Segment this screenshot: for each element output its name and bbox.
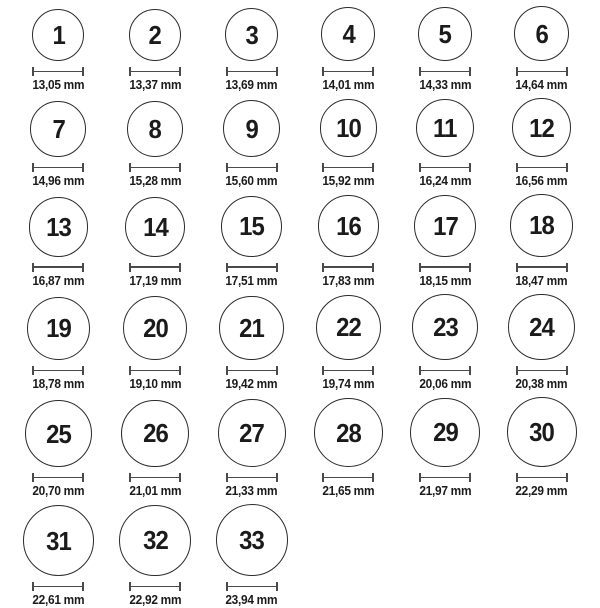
ring-circle (216, 504, 288, 576)
ring-size-number: 12 (529, 112, 555, 143)
ring-size-number: 4 (342, 19, 355, 50)
ring-size-item (203, 8, 300, 93)
ring-circle (412, 294, 478, 360)
ring-size-item (203, 196, 300, 289)
ring-size-number: 14 (142, 211, 168, 242)
ring-size-item (107, 296, 204, 392)
ring-circle (127, 101, 183, 157)
diameter-dimension-line (226, 473, 278, 482)
ring-row (10, 6, 590, 93)
ring-circle (219, 296, 284, 361)
ring-circle (125, 197, 185, 257)
ring-circle (23, 505, 94, 576)
ring-size-number: 30 (529, 417, 555, 448)
ring-size-item (203, 100, 300, 189)
ring-size-item (493, 294, 590, 392)
ring-size-item (493, 6, 590, 93)
diameter-label: 20,38 mm (515, 377, 568, 391)
diameter-label: 14,96 mm (32, 174, 85, 188)
ring-size-item (107, 400, 204, 500)
diameter-label: 17,83 mm (322, 273, 375, 288)
ring-size-number: 31 (45, 525, 71, 556)
ring-size-item (107, 197, 204, 289)
ring-size-number: 33 (239, 525, 265, 556)
diameter-dimension-line (419, 163, 471, 172)
diameter-label: 18,78 mm (32, 377, 85, 391)
ring-size-number: 21 (239, 312, 265, 343)
diameter-dimension-line (419, 473, 471, 482)
diameter-dimension-line (516, 366, 568, 375)
diameter-label: 21,33 mm (225, 484, 278, 499)
diameter-dimension-line (32, 263, 84, 272)
diameter-label: 17,19 mm (129, 273, 181, 288)
diameter-label: 15,60 mm (225, 174, 278, 188)
diameter-label: 22,29 mm (515, 484, 568, 499)
ring-circle (221, 196, 282, 257)
diameter-label: 14,33 mm (419, 78, 471, 93)
ring-circle (223, 100, 280, 157)
diameter-dimension-line (129, 163, 181, 172)
ring-circle (414, 195, 476, 257)
diameter-label: 18,47 mm (515, 273, 568, 288)
ring-size-number: 29 (432, 417, 458, 448)
diameter-dimension-line (516, 67, 568, 76)
diameter-dimension-line (419, 263, 471, 272)
diameter-label: 17,51 mm (225, 273, 278, 288)
ring-size-number: 32 (142, 525, 168, 556)
diameter-dimension-line (419, 67, 471, 76)
ring-circle (510, 194, 573, 257)
diameter-label: 16,87 mm (32, 273, 85, 288)
diameter-dimension-line (32, 163, 84, 172)
ring-size-item (493, 194, 590, 289)
ring-size-item (10, 505, 107, 608)
ring-row (10, 294, 590, 392)
ring-size-number: 18 (529, 210, 555, 241)
ring-size-item (493, 397, 590, 499)
diameter-dimension-line (226, 366, 278, 375)
ring-size-number: 8 (148, 113, 162, 144)
ring-circle (320, 99, 378, 157)
ring-circle (121, 400, 189, 468)
diameter-label: 23,94 mm (225, 593, 278, 608)
diameter-label: 19,42 mm (225, 377, 278, 391)
ring-size-item (203, 504, 300, 608)
ring-size-item (397, 195, 494, 289)
ring-circle (30, 101, 86, 157)
ring-circle (32, 9, 84, 61)
diameter-dimension-line (32, 366, 84, 375)
diameter-label: 13,69 mm (225, 78, 278, 93)
ring-size-item (397, 99, 494, 189)
diameter-label: 14,01 mm (322, 78, 375, 93)
ring-size-number: 22 (335, 312, 361, 343)
ring-circle (508, 294, 574, 360)
ring-size-item (10, 197, 107, 289)
ring-size-number: 23 (432, 312, 458, 343)
ring-size-number: 13 (45, 211, 71, 242)
diameter-dimension-line (129, 263, 181, 272)
diameter-dimension-line (322, 67, 374, 76)
diameter-dimension-line (419, 366, 471, 375)
diameter-label: 20,70 mm (32, 484, 85, 499)
diameter-dimension-line (322, 473, 374, 482)
ring-size-item (203, 399, 300, 499)
ring-size-item (10, 297, 107, 392)
diameter-dimension-line (322, 366, 374, 375)
ring-size-number: 15 (239, 211, 265, 242)
ring-circle (512, 98, 571, 157)
ring-size-number: 5 (438, 18, 452, 49)
diameter-label: 13,37 mm (129, 78, 181, 93)
diameter-dimension-line (516, 163, 568, 172)
diameter-label: 20,06 mm (419, 377, 471, 391)
ring-circle (225, 8, 278, 61)
ring-size-item (397, 294, 494, 392)
ring-size-number: 10 (335, 113, 361, 144)
ring-size-number: 3 (245, 19, 258, 50)
ring-row (10, 194, 590, 289)
diameter-dimension-line (226, 67, 278, 76)
ring-circle (321, 7, 375, 61)
ring-size-item (397, 7, 494, 94)
ring-circle (514, 6, 569, 61)
ring-size-item (107, 101, 204, 189)
ring-circle (410, 398, 480, 468)
diameter-dimension-line (129, 473, 181, 482)
ring-size-number: 7 (52, 114, 65, 145)
ring-size-item (300, 398, 397, 499)
diameter-label: 22,61 mm (32, 593, 85, 608)
ring-size-item (300, 295, 397, 392)
ring-size-number: 6 (535, 18, 548, 49)
ring-size-item (107, 9, 204, 94)
diameter-dimension-line (226, 163, 278, 172)
diameter-dimension-line (516, 473, 568, 482)
ring-size-number: 9 (245, 113, 258, 144)
ring-circle (416, 99, 474, 157)
diameter-dimension-line (32, 473, 84, 482)
diameter-label: 15,92 mm (322, 174, 375, 188)
ring-size-number: 20 (142, 313, 168, 344)
ring-size-item (300, 99, 397, 189)
diameter-dimension-line (516, 263, 568, 272)
ring-size-number: 17 (432, 210, 458, 241)
diameter-label: 18,15 mm (419, 273, 471, 288)
diameter-dimension-line (129, 582, 181, 591)
ring-circle (129, 9, 182, 62)
diameter-label: 15,28 mm (129, 174, 181, 188)
ring-size-number: 19 (45, 313, 71, 344)
ring-circle (318, 195, 379, 256)
ring-row (10, 504, 590, 608)
ring-row (10, 98, 590, 189)
diameter-label: 13,05 mm (32, 78, 85, 93)
ring-size-number: 2 (148, 19, 162, 50)
ring-size-number: 24 (529, 311, 555, 342)
diameter-dimension-line (129, 67, 181, 76)
diameter-label: 21,65 mm (322, 484, 375, 499)
diameter-label: 21,01 mm (129, 484, 181, 499)
diameter-label: 16,24 mm (419, 174, 471, 188)
diameter-label: 14,64 mm (515, 78, 568, 93)
ring-circle (218, 399, 286, 467)
ring-size-number: 1 (52, 20, 65, 51)
ring-size-item (300, 195, 397, 288)
ring-circle (418, 7, 473, 62)
ring-circle (27, 297, 90, 360)
diameter-dimension-line (129, 366, 181, 375)
ring-size-number: 26 (142, 418, 168, 449)
ring-size-number: 28 (335, 417, 361, 448)
ring-circle (119, 505, 190, 576)
ring-size-item (10, 101, 107, 189)
diameter-label: 19,74 mm (322, 377, 375, 391)
diameter-label: 19,10 mm (129, 377, 181, 391)
diameter-dimension-line (322, 163, 374, 172)
diameter-dimension-line (32, 582, 84, 591)
ring-circle (25, 400, 92, 467)
diameter-label: 16,56 mm (515, 174, 568, 188)
ring-circle (507, 397, 577, 467)
diameter-dimension-line (226, 582, 278, 591)
ring-row (10, 397, 590, 499)
diameter-dimension-line (226, 263, 278, 272)
ring-size-item (203, 296, 300, 393)
ring-circle (316, 295, 381, 360)
ring-size-number: 16 (335, 210, 361, 241)
ring-circle (314, 398, 383, 467)
ring-size-item (10, 400, 107, 499)
ring-circle (29, 197, 89, 257)
diameter-label: 21,97 mm (419, 484, 471, 499)
ring-size-item (493, 98, 590, 189)
ring-size-item (300, 7, 397, 93)
diameter-dimension-line (322, 263, 374, 272)
ring-size-item (107, 505, 204, 608)
ring-size-number: 25 (45, 418, 71, 449)
ring-circle (123, 296, 187, 360)
diameter-dimension-line (32, 67, 84, 76)
ring-size-item (10, 9, 107, 93)
ring-size-item (397, 398, 494, 500)
ring-size-number: 27 (239, 418, 265, 448)
ring-size-number: 11 (433, 112, 457, 143)
diameter-label: 22,92 mm (129, 593, 181, 608)
